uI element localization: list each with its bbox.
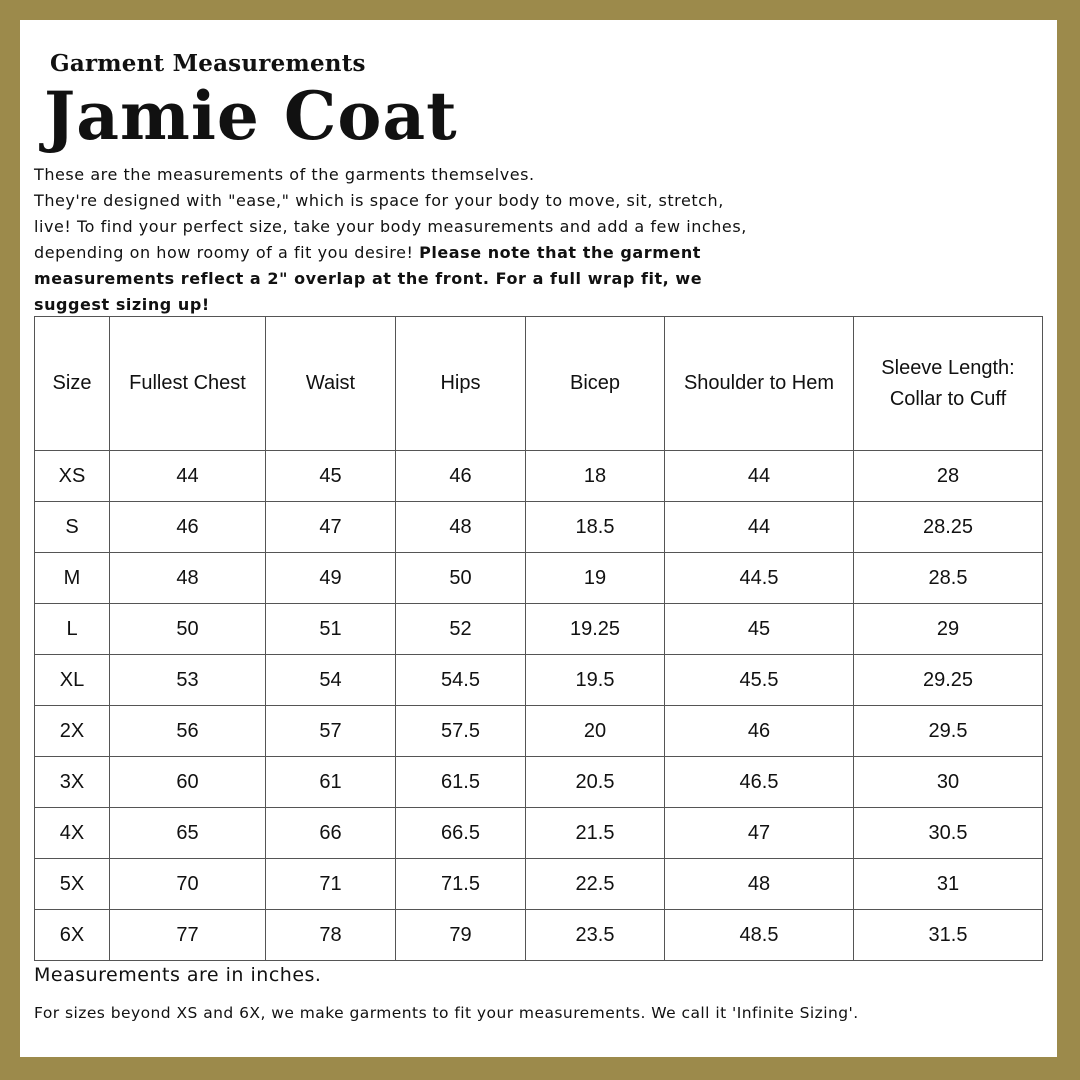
units-note: Measurements are in inches.	[34, 964, 322, 986]
measurement-cell: 48	[396, 502, 526, 553]
measurement-cell: 30.5	[854, 808, 1043, 859]
table-row	[35, 655, 1043, 706]
measurement-cell: 71.5	[396, 859, 526, 910]
header-fullest-chest: Fullest Chest	[110, 317, 266, 451]
measurement-cell: 49	[266, 553, 396, 604]
table-row	[35, 604, 1043, 655]
measurement-cell: 30	[854, 757, 1043, 808]
intro-line-1: These are the measurements of the garments themselves.	[34, 165, 535, 184]
measurement-cell: 44.5	[665, 553, 854, 604]
measurement-cell: 77	[110, 910, 266, 961]
measurement-cell: 50	[396, 553, 526, 604]
page-subtitle: Garment Measurements	[50, 50, 366, 77]
table-row	[35, 808, 1043, 859]
measurement-cell: 57	[266, 706, 396, 757]
measurement-cell: 66.5	[396, 808, 526, 859]
size-chart-card	[20, 20, 1057, 1057]
measurement-cell: 29	[854, 604, 1043, 655]
page-title: Jamie Coat	[44, 77, 458, 155]
measurement-cell: 20.5	[526, 757, 665, 808]
measurement-cell: 23.5	[526, 910, 665, 961]
measurement-cell: 66	[266, 808, 396, 859]
intro-emphasis: Please note that the garment measurements reflect a 2" overlap at the front. For a full wrap fit, we suggest sizing up!	[34, 243, 703, 314]
table-row	[35, 859, 1043, 910]
measurement-cell: 31.5	[854, 910, 1043, 961]
table-row	[35, 757, 1043, 808]
measurement-cell: 19	[526, 553, 665, 604]
size-cell: 5X	[35, 859, 110, 910]
measurement-cell: 31	[854, 859, 1043, 910]
measurement-cell: 46	[396, 451, 526, 502]
measurement-cell: 19.25	[526, 604, 665, 655]
size-cell: L	[35, 604, 110, 655]
size-cell: XL	[35, 655, 110, 706]
intro-text	[34, 162, 764, 318]
table-row	[35, 910, 1043, 961]
header-size: Size	[35, 317, 110, 451]
measurement-cell: 48	[110, 553, 266, 604]
header-sleeve-length: Sleeve Length: Collar to Cuff	[854, 317, 1043, 451]
measurement-cell: 44	[665, 502, 854, 553]
measurement-cell: 50	[110, 604, 266, 655]
table-row	[35, 553, 1043, 604]
measurement-cell: 28.5	[854, 553, 1043, 604]
header-waist: Waist	[266, 317, 396, 451]
measurement-cell: 44	[110, 451, 266, 502]
header-hips: Hips	[396, 317, 526, 451]
size-cell: S	[35, 502, 110, 553]
measurement-cell: 28.25	[854, 502, 1043, 553]
measurement-cell: 45	[266, 451, 396, 502]
table-row	[35, 502, 1043, 553]
measurement-cell: 78	[266, 910, 396, 961]
measurement-cell: 47	[665, 808, 854, 859]
measurement-cell: 18	[526, 451, 665, 502]
measurement-cell: 22.5	[526, 859, 665, 910]
measurement-cell: 47	[266, 502, 396, 553]
measurement-cell: 60	[110, 757, 266, 808]
measurement-cell: 48.5	[665, 910, 854, 961]
size-cell: 3X	[35, 757, 110, 808]
measurement-cell: 61.5	[396, 757, 526, 808]
table-row	[35, 451, 1043, 502]
size-cell: 6X	[35, 910, 110, 961]
measurement-cell: 46.5	[665, 757, 854, 808]
measurement-cell: 52	[396, 604, 526, 655]
header-bicep: Bicep	[526, 317, 665, 451]
header-shoulder-to-hem: Shoulder to Hem	[665, 317, 854, 451]
measurement-cell: 29.25	[854, 655, 1043, 706]
measurement-cell: 48	[665, 859, 854, 910]
measurement-cell: 29.5	[854, 706, 1043, 757]
measurement-cell: 51	[266, 604, 396, 655]
table-row	[35, 706, 1043, 757]
measurement-cell: 54.5	[396, 655, 526, 706]
measurement-cell: 71	[266, 859, 396, 910]
measurement-cell: 70	[110, 859, 266, 910]
measurement-cell: 44	[665, 451, 854, 502]
measurement-cell: 46	[110, 502, 266, 553]
size-cell: 2X	[35, 706, 110, 757]
measurement-cell: 65	[110, 808, 266, 859]
measurement-cell: 61	[266, 757, 396, 808]
measurement-cell: 54	[266, 655, 396, 706]
measurement-cell: 19.5	[526, 655, 665, 706]
measurements-table	[34, 316, 1043, 961]
intro-line-2: They're designed with "ease," which is space for your body to move, sit, stretch, live! To find your perfect size, take your body measurements and add a few inches, depending on how roomy of a fit you desire!	[34, 191, 747, 262]
table-body	[35, 451, 1043, 961]
size-cell: XS	[35, 451, 110, 502]
measurement-cell: 56	[110, 706, 266, 757]
measurement-cell: 45	[665, 604, 854, 655]
infinite-sizing-note: For sizes beyond XS and 6X, we make garments to fit your measurements. We call it 'Infinite Sizing'.	[34, 1004, 859, 1022]
size-cell: 4X	[35, 808, 110, 859]
measurement-cell: 79	[396, 910, 526, 961]
measurement-cell: 57.5	[396, 706, 526, 757]
measurement-cell: 46	[665, 706, 854, 757]
measurement-cell: 28	[854, 451, 1043, 502]
measurement-cell: 53	[110, 655, 266, 706]
size-cell: M	[35, 553, 110, 604]
measurement-cell: 21.5	[526, 808, 665, 859]
measurement-cell: 45.5	[665, 655, 854, 706]
measurement-cell: 20	[526, 706, 665, 757]
table-header-row	[35, 317, 1043, 451]
measurement-cell: 18.5	[526, 502, 665, 553]
